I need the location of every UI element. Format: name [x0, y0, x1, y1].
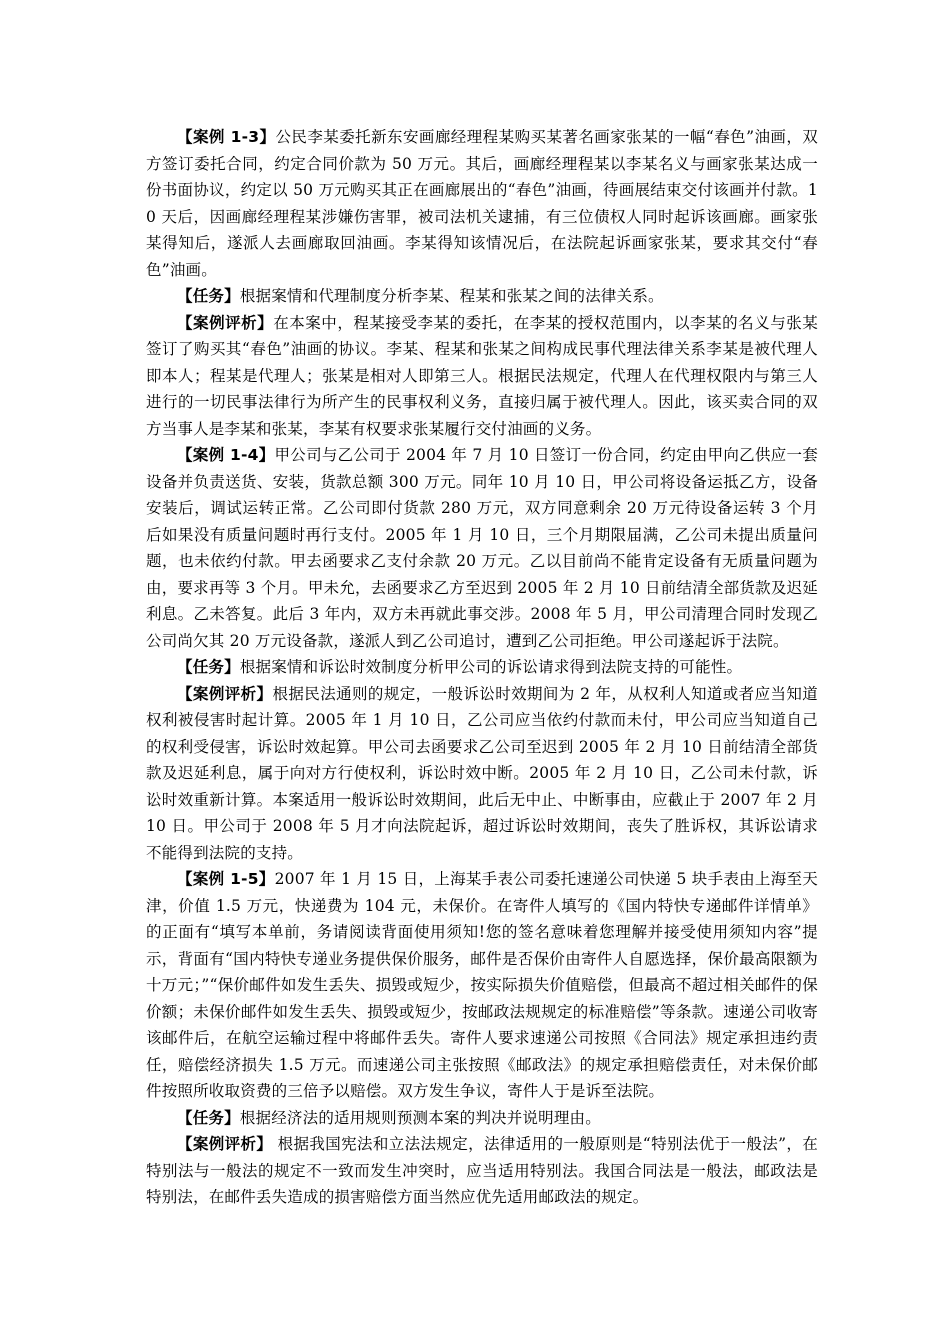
task-1-4-paragraph: [146, 654, 818, 681]
analysis-1-5-paragraph: [146, 1131, 818, 1211]
analysis-1-3-paragraph: [146, 310, 818, 443]
task-1-5-paragraph: [146, 1105, 818, 1132]
case-1-5-paragraph: [146, 866, 818, 1105]
paragraph-text: 根据民法通则的规定，一般诉讼时效期间为 2 年，从权利人知道或者应当知道权利被侵害时起计算。2005 年 1 月 10 日，乙公司应当依约付款而未付，甲公司应当知道自己的权利受侵害，诉讼时效起算。甲公司去函要求乙公司至迟到 2005 年 2 月 10 日前结清全部货款及迟延利息，属于向对方行使权利，诉讼时效中断。2005 年 2 月 10 日，乙公司未付款，诉讼时效重新计算。本案适用一般诉讼时效期间，此后无中止、中断事由，应截止于 2007 年 2 月 10 日。甲公司于 2008 年 5 月才向法院起诉，超过诉讼时效期间，丧失了胜诉权，其诉讼请求不能得到法院的支持。: [146, 684, 819, 862]
task-label: 【任务】: [177, 658, 240, 676]
analysis-1-4-paragraph: [146, 681, 818, 867]
case-label: 【案例 1-4】: [177, 446, 275, 464]
case-1-4-paragraph: [146, 442, 818, 654]
paragraph-text: 根据经济法的适用规则预测本案的判决并说明理由。: [239, 1108, 601, 1127]
task-label: 【任务】: [177, 1108, 240, 1127]
paragraph-text: 根据案情和代理制度分析李某、程某和张某之间的法律关系。: [239, 287, 664, 305]
paragraph-text: 公民李某委托新东安画廊经理程某购买某著名画家张某的一幅“春色”油画，双方签订委托合同，约定合同价款为 50 万元。其后，画廊经理程某以李某名义与画家张某达成一份书面协议，约定以 50 万元购买其正在画廊展出的“春色”油画，待画展结束交付该画并付款。10 天后，因画廊经理程某涉嫌伤害罪，被司法机关逮捕，有三位债权人同时起诉该画廊。画家张某得知后，遂派人去画廊取回油画。李某得知该情况后，在法院起诉画家张某，要求其交付“春色”油画。: [146, 128, 818, 279]
case-label: 【案例 1-5】: [177, 870, 275, 888]
document-body: [146, 124, 818, 1211]
paragraph-text: 在本案中，程某接受李某的委托，在李某的授权范围内，以李某的名义与张某签订了购买其“春色”油画的协议。李某、程某和张某之间构成民事代理法律关系李某是被代理人即本人；程某是代理人；张某是相对人即第三人。根据民法规定，代理人在代理权限内与第三人进行的一切民事法律行为所产生的民事权利义务，直接归属于被代理人。因此，该买卖合同的双方当事人是李某和张某，李某有权要求张某履行交付油画的义务。: [146, 313, 818, 438]
case-1-3-paragraph: [146, 124, 818, 283]
paragraph-text: 根据案情和诉讼时效制度分析甲公司的诉讼请求得到法院支持的可能性。: [239, 658, 743, 676]
analysis-label: 【案例评析】: [177, 313, 274, 332]
paragraph-text: 2007 年 1 月 15 日，上海某手表公司委托速递公司快递 5 块手表由上海至天津，价值 1.5 万元，快递费为 104 元，未保价。在寄件人填写的《国内特快专递邮件详情单》的正面有“填写本单前，务请阅读背面使用须知!您的签名意味着您理解并接受使用须知内容”提示，背面有“国内特快专递业务提供保价服务，邮件是否保价由寄件人自愿选择，保价最高限额为十万元；”“保价邮件如发生丢失、损毁或短少，按实际损失价值赔偿，但最高不超过相关邮件的保价额；未保价邮件如发生丢失、损毁或短少，按邮政法规规定的标准赔偿”等条款。速递公司收寄该邮件后，在航空运输过程中将邮件丢失。寄件人要求速递公司按照《合同法》规定承担违约责任，赔偿经济损失 1.5 万元。而速递公司主张按照《邮政法》的规定承担赔偿责任，对未保价邮件按照所收取资费的三倍予以赔偿。双方发生争议，寄件人于是诉至法院。: [146, 870, 818, 1100]
paragraph-text: 根据我国宪法和立法法规定，法律适用的一般原则是“特别法优于一般法”，在特别法与一般法的规定不一致而发生冲突时，应当适用特别法。我国合同法是一般法，邮政法是特别法，在邮件丢失造成的损害赔偿方面当然应优先适用邮政法的规定。: [146, 1135, 819, 1206]
analysis-label: 【案例评析】: [177, 684, 273, 703]
paragraph-text: 甲公司与乙公司于 2004 年 7 月 10 日签订一份合同，约定由甲向乙供应一套设备并负责送货、安装，货款总额 300 万元。同年 10 月 10 日，甲公司将设备运抵乙方，设备安装后，调试运转正常。乙公司即付货款 280 万元，双方同意剩余 20 万元待设备运转 3 个月后如果没有质量问题时再行支付。2005 年 1 月 10 日，三个月期限届满，乙公司未提出质量问题，也未依约付款。甲去函要求乙支付余款 20 万元。乙以目前尚不能肯定设备有无质量问题为由，要求再等 3 个月。甲未允，去函要求乙方至迟到 2005 年 2 月 10 日前结清全部货款及迟延利息。乙未答复。此后 3 年内，双方未再就此事交涉。2008 年 5 月，甲公司清理合同时发现乙公司尚欠其 20 万元设备款，遂派人到乙公司追讨，遭到乙公司拒绝。甲公司遂起诉于法院。: [146, 446, 819, 650]
analysis-label: 【案例评析】: [177, 1135, 273, 1153]
task-1-3-paragraph: [146, 283, 818, 310]
case-label: 【案例 1-3】: [177, 128, 276, 146]
task-label: 【任务】: [177, 287, 240, 305]
